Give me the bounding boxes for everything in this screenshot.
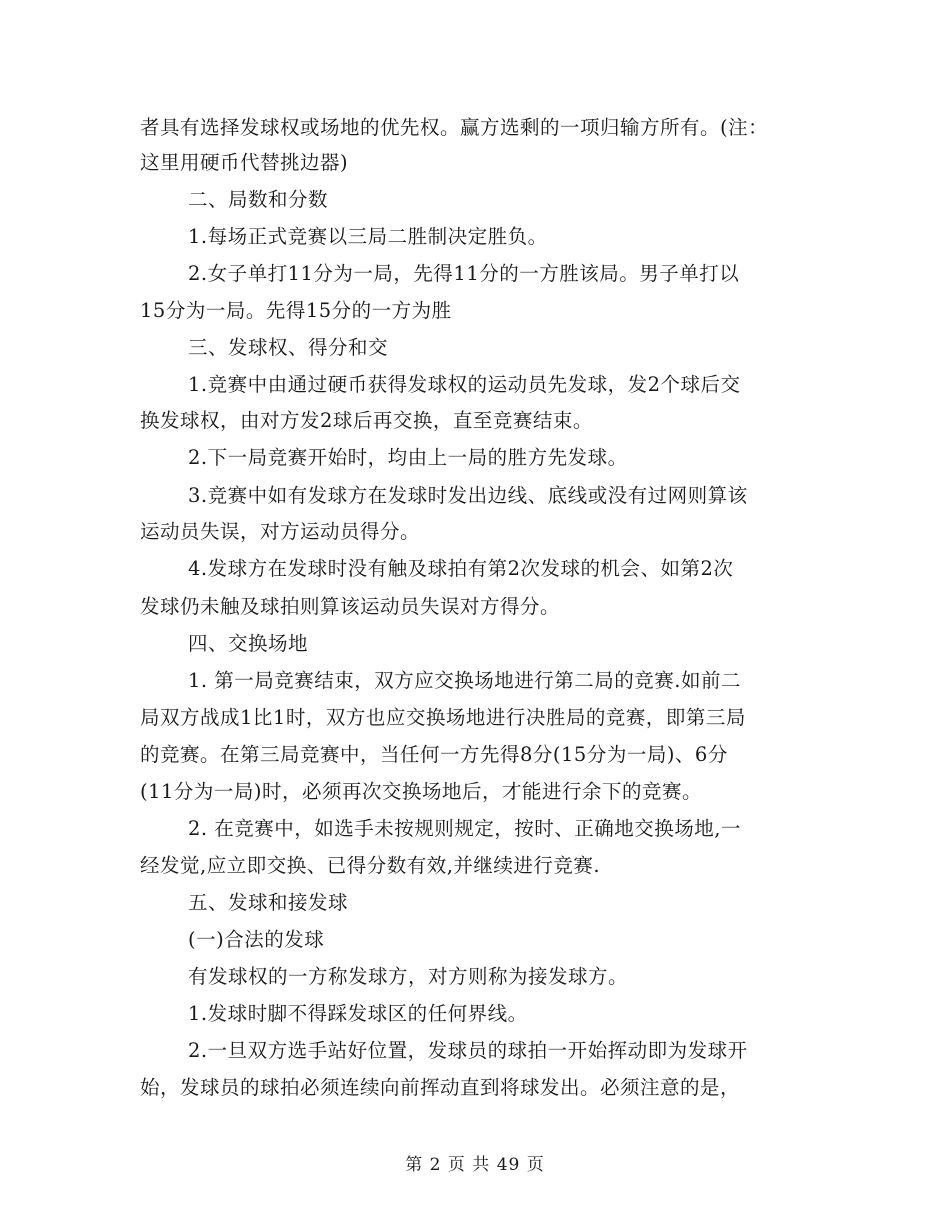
section-heading: 四、交换场地	[188, 632, 309, 655]
paragraph-line: 局双方战成1比1时，双方也应交换场地进行决胜局的竞赛，即第三局	[140, 706, 746, 729]
paragraph-line: 1. 第一局竞赛结束，双方应交换场地进行第二局的竞赛.如前二	[188, 669, 742, 692]
paragraph-line: 1.竞赛中由通过硬币获得发球权的运动员先发球，发2个球后交	[188, 373, 741, 396]
paragraph-line: 这里用硬币代替挑边器)	[140, 151, 349, 174]
paragraph-line: 4.发球方在发球时没有触及球拍有第2次发球的机会、如第2次	[188, 557, 734, 580]
paragraph-line: 者具有选择发球权或场地的优先权。赢方选剩的一项归输方所有。(注：	[140, 116, 769, 139]
paragraph-line: 1.发球时脚不得踩发球区的任何界线。	[188, 1002, 528, 1025]
paragraph-line: 有发球权的一方称发球方，对方则称为接发球方。	[188, 965, 629, 988]
paragraph-line: (11分为一局)时，必须再次交换场地后，才能进行余下的竞赛。	[140, 780, 703, 803]
paragraph-line: 发球仍未触及球拍则算该运动员失误对方得分。	[140, 595, 561, 618]
paragraph-line: 的竞赛。在第三局竞赛中，当任何一方先得8分(15分为一局)、6分	[140, 743, 728, 766]
paragraph-line: 经发觉,应立即交换、已得分数有效,并继续进行竞赛.	[140, 854, 601, 877]
paragraph-line: 2.女子单打11分为一局，先得11分的一方胜该局。男子单打以	[188, 262, 740, 285]
paragraph-line: 3.竞赛中如有发球方在发球时发出边线、底线或没有过网则算该	[188, 484, 748, 507]
paragraph-line: 1.每场正式竞赛以三局二胜制决定胜负。	[188, 225, 548, 248]
paragraph-line: 运动员失误，对方运动员得分。	[140, 520, 421, 543]
subsection-heading: (一)合法的发球	[188, 928, 325, 951]
paragraph-line: 2. 在竞赛中，如选手未按规则规定，按时、正确地交换场地,一	[188, 817, 742, 840]
paragraph-line: 15分为一局。先得15分的一方为胜	[140, 299, 452, 322]
section-heading: 二、局数和分数	[188, 188, 329, 211]
paragraph-line: 始，发球员的球拍必须连续向前挥动直到将球发出。必须注意的是，	[140, 1076, 741, 1099]
paragraph-line: 换发球权，由对方发2球后再交换，直至竞赛结束。	[140, 409, 593, 432]
section-heading: 五、发球和接发球	[188, 891, 349, 914]
section-heading: 三、发球权、得分和交	[188, 336, 389, 359]
paragraph-line: 2.下一局竞赛开始时，均由上一局的胜方先发球。	[188, 446, 628, 469]
paragraph-line: 2.一旦双方选手站好位置，发球员的球拍一开始挥动即为发球开	[188, 1039, 748, 1062]
page-number-footer: 第 2 页 共 49 页	[405, 1155, 545, 1175]
